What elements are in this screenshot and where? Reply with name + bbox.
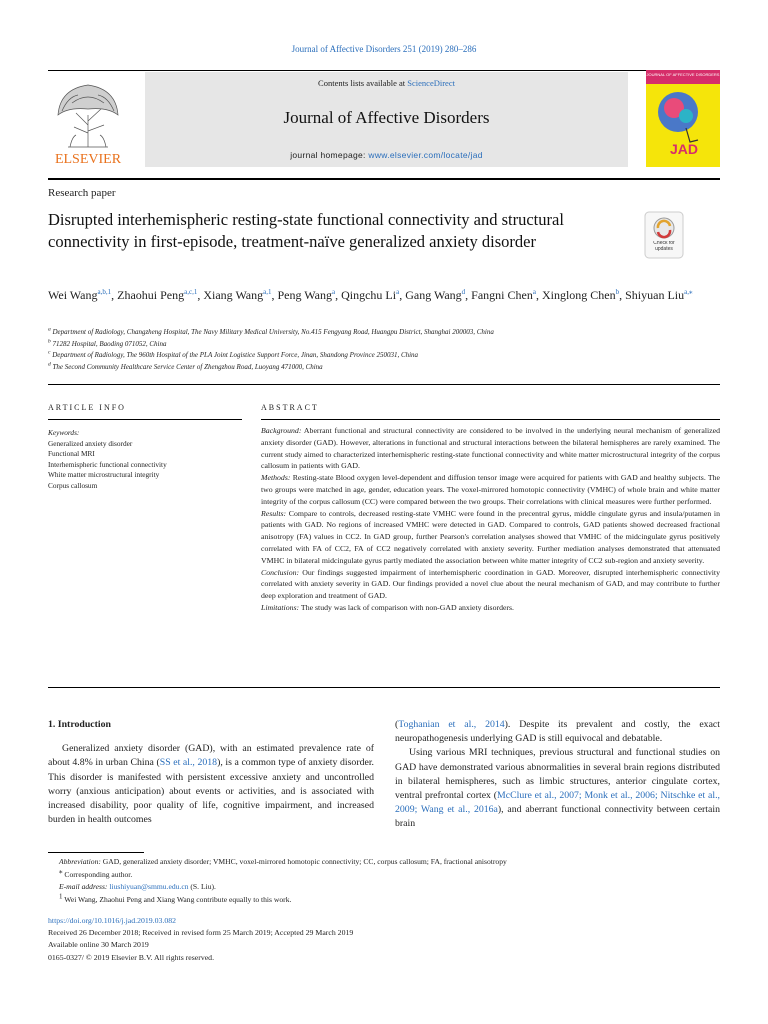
abstract-section-text: Aberrant functional and structural connectivity are considered to be involved in the underlying neural mechanism of generalized anxiety disorder (GAD). However, alterations in functional and structural interactions between the bilateral hemispheres are rarely examined. The current study aimed to characterized interhemispheric resting-state functional connectivity and white matter microstructural integrity of the corpus callosum in patients with GAD.	[261, 426, 720, 471]
svg-text:ELSEVIER: ELSEVIER	[54, 152, 122, 167]
author-affiliation-mark[interactable]: a	[532, 288, 536, 296]
footnote-email	[48, 881, 720, 894]
affiliation-item	[48, 362, 708, 374]
author-affiliation-mark[interactable]: a,1	[263, 288, 272, 296]
journal-title: Journal of Affective Disorders	[283, 108, 490, 127]
email-link[interactable]: liushiyuan@smmu.edu.cn	[109, 882, 189, 891]
svg-text:JAD: JAD	[669, 141, 699, 157]
body-text: Using various MRI techniques, previous structural and functional studies on GAD have demonstrated various abnormalities in several brain regions distributed in bilateral hemispheres, such as limbic structures, anterior cingulate cortex, ventral prefrontal cortex (	[395, 747, 720, 802]
body-paragraph	[395, 718, 720, 746]
affiliation-text: Department of Radiology, The 960th Hospital of the PLA Joint Logistice Support Force, Jinan, Shandong Province 250031, China	[52, 351, 419, 359]
footnote-text: GAD, generalized anxiety disorder; VMHC, voxel-mirrored homotopic connectivity; CC, corpus callosum; FA, fractional anisotropy	[100, 857, 507, 866]
footnote-label: E-mail address:	[59, 882, 108, 891]
body-text: (	[395, 719, 399, 730]
body-text: ), and aberrant functional connectivity between certain brain	[395, 804, 720, 830]
author-name[interactable]: Gang Wang	[405, 288, 462, 302]
affiliation-item	[48, 327, 708, 339]
affiliation-mark: a	[48, 326, 51, 333]
footnote-text: (S. Liu).	[188, 882, 216, 891]
check-updates-icon	[644, 211, 684, 259]
author-separator: ,	[619, 288, 626, 302]
contents-line	[145, 78, 628, 88]
keyword-item: Generalized anxiety disorder	[48, 438, 133, 448]
author-name[interactable]: Zhaohui Peng	[117, 288, 185, 302]
footnotes	[48, 856, 720, 906]
journal-cover-art-icon	[646, 70, 720, 167]
homepage-prefix: journal homepage:	[290, 150, 369, 160]
homepage-line	[145, 150, 628, 160]
journal-citation-link[interactable]: Journal of Affective Disorders 251 (2019) 280–286	[291, 44, 477, 54]
abstract-results	[261, 508, 720, 567]
body-paragraph	[48, 742, 374, 827]
author-separator: ,	[465, 288, 472, 302]
abstract-section-text: Our findings suggested impairment of interhemispheric coordination in GAD. Moreover, disrupted interhemispheric connectivity correlated with anxiety severity in GAD. Our findings provided a novel clue about the neural mechanism of GAD, and may contribute to further deep exploration and treatment of GAD.	[261, 567, 720, 601]
keywords-label: Keywords:	[48, 428, 80, 437]
sciencedirect-link[interactable]: ScienceDirect	[407, 78, 455, 88]
author-affiliation-mark[interactable]: a	[331, 288, 336, 296]
keyword-item: White matter microstructural integrity	[48, 470, 160, 480]
abstract-section-text: Resting-state Blood oxygen level-dependent and diffusion tensor image were acquired for patients with GAD and healthy subjects. The two groups were matched in age, gender, education years. The voxel-mirrored homotopic connectivity (VMHC) of whole brain and white matter integrity of the corpus callosum (CC) were compared between the two groups. Their correlations with clinical measures were further performed.	[261, 473, 720, 506]
author-affiliation-mark[interactable]: a,c,1	[184, 288, 198, 296]
footnote-text: Wei Wang, Zhaohui Peng and Xiang Wang contribute equally to this work.	[62, 894, 292, 904]
article-type: Research paper	[48, 187, 116, 199]
affiliation-text: The Second Community Healthcare Service Center of Zhengzhou Road, Luoyang 471000, China	[52, 362, 323, 371]
footnote-label: Abbreviation:	[59, 857, 101, 866]
copyright: 0165-0327/ © 2019 Elsevier B.V. All rights reserved.	[48, 952, 215, 962]
author-separator: ,	[399, 288, 406, 302]
homepage-link[interactable]: www.elsevier.com/locate/jad	[368, 150, 483, 160]
body-column-left	[48, 718, 374, 827]
body-text: ), is a common type of anxiety disorder. This disorder is manifested with persistent excessive anxiety and uncontrolled worry (anxious anticipation) about events or activities, and is associated with increased disability, poor quality of life, cognitive impairment, and increased burden in health outcomes	[48, 757, 374, 826]
abstract-methods	[261, 472, 720, 507]
affiliation-mark: b	[48, 338, 51, 345]
body-text: Generalized anxiety disorder (GAD), with an estimated prevalence rate of about 4.8% in urban China (	[48, 743, 374, 769]
author-list	[48, 285, 708, 305]
footnote-abbreviation	[48, 856, 720, 869]
body-paragraph	[395, 746, 720, 831]
abstract-limitations	[261, 602, 720, 614]
author-separator: ,	[197, 288, 204, 302]
article-title: Disrupted interhemispheric resting-state functional connectivity and structural connectivity in first-episode, treatment-naïve generalized anxiety disorder	[48, 210, 564, 251]
affiliation-mark: d	[48, 361, 51, 368]
abstract-section-label: Conclusion:	[261, 567, 300, 577]
journal-header-box	[145, 72, 628, 167]
doi-link[interactable]: https://doi.org/10.1016/j.jad.2019.03.082	[48, 916, 177, 925]
citation-link[interactable]: Toghanian et al., 2014	[398, 719, 505, 730]
footnote-corresponding	[48, 866, 720, 882]
received-dates: Received 26 December 2018; Received in revised form 25 March 2019; Accepted 29 March 2019	[48, 928, 354, 938]
available-online: Available online 30 March 2019	[48, 940, 149, 950]
author-name[interactable]: Peng Wang	[277, 288, 332, 302]
abstract-rule	[261, 419, 720, 420]
footnote-equal-contribution	[48, 891, 720, 907]
affiliations	[48, 327, 708, 373]
citation-link[interactable]: McClure et al., 2007; Monk et al., 2006; Nitschke et al., 2009; Wang et al., 2016a	[395, 790, 720, 816]
contents-prefix: Contents lists available at	[318, 78, 408, 88]
journal-cover[interactable]	[646, 70, 720, 167]
publication-info	[48, 915, 720, 964]
abstract-section-label: Results:	[261, 508, 287, 518]
footnote-mark: 1	[59, 891, 63, 900]
header-bottom-rule	[48, 178, 720, 180]
keyword-item: Interhemispheric functional connectivity	[48, 459, 167, 469]
author-affiliation-mark[interactable]: d	[461, 288, 466, 296]
body-text: ). Despite its prevalent and costly, the exact neuropathogenesis underlying GAD is still equivocal and debatable.	[395, 719, 720, 745]
keywords-block	[48, 428, 248, 492]
abstract-section-label: Methods:	[261, 473, 291, 483]
article-info-heading: ARTICLE INFO	[48, 403, 126, 412]
body-column-right	[395, 718, 720, 832]
abstract-section-text: Compare to controls, decreased resting-state VMHC were found in the precentral gyrus, middle cingulate gyrus and insula/putamen in patients with GAD. No regions of increased VMHC were detected in GAD. Compared to controls, GAD patients showed decreased fractional anisotropy (FA) values in CC2. In GAD group, further Pearson's correlation analyses showed that VMHC of the midcingulate gyrus positively correlated with FA of CC2, FA of CC2 negatively correlated with anxiety severity. Further mediation analyses demonstrated that attenuated VMHC in bilateral midcingulate gyrus partly mediated the association between white matter integrity of CC2 sub-region and anxiety severity.	[261, 508, 720, 565]
author-separator: ,	[535, 288, 542, 302]
section-heading-introduction: 1. Introduction	[48, 719, 111, 730]
author-name[interactable]: Fangni Chen	[471, 288, 533, 302]
svg-text:JOURNAL OF AFFECTIVE DISORDERS: JOURNAL OF AFFECTIVE DISORDERS	[646, 72, 720, 77]
affiliation-item	[48, 350, 708, 362]
abstract-section-label: Limitations:	[261, 602, 300, 612]
author-separator: ,	[111, 288, 118, 302]
elsevier-logo	[48, 75, 128, 167]
author-name[interactable]: Xiang Wang	[203, 288, 264, 302]
footnote-mark: ⁎	[59, 866, 63, 875]
citation-link[interactable]: SS et al., 2018	[159, 757, 218, 769]
author-affiliation-mark[interactable]: a	[396, 288, 400, 296]
abstract-body	[261, 425, 720, 614]
author-name[interactable]: Xinglong Chen	[541, 288, 616, 302]
author-name[interactable]: Wei Wang	[48, 288, 98, 302]
check-for-updates-badge[interactable]	[644, 211, 684, 259]
keyword-item: Functional MRI	[48, 449, 95, 459]
abstract-heading: ABSTRACT	[261, 403, 319, 412]
keyword-item: Corpus callosum	[48, 480, 98, 490]
footnote-text: Corresponding author.	[62, 869, 133, 879]
affiliation-mark: c	[48, 349, 51, 356]
affiliation-text: Department of Radiology, Changzheng Hospital, The Navy Military Medical University, No.415 Fengyang Road, Huangpu District, Shanghai 200003, China	[52, 328, 494, 336]
abstract-background	[261, 425, 720, 472]
affiliation-text: 71282 Hospital, Baoding 071052, China	[52, 339, 167, 348]
abstract-bottom-rule	[48, 687, 720, 688]
abstract-section-text: The study was lack of comparison with non-GAD anxiety disorders.	[299, 602, 515, 612]
header-top-rule	[48, 70, 720, 71]
abstract-conclusion	[261, 567, 720, 602]
footnote-rule	[48, 852, 144, 853]
author-affiliation-mark[interactable]: b	[615, 288, 620, 296]
affiliation-item	[48, 339, 708, 351]
abstract-section-label: Background:	[261, 426, 302, 435]
check-updates-label: Check for updates	[653, 241, 675, 252]
author-separator: ,	[335, 288, 342, 302]
author-name[interactable]: Qingchu Li	[341, 288, 397, 302]
author-affiliation-mark[interactable]: a,⁎	[684, 288, 693, 296]
author-separator: ,	[271, 288, 278, 302]
author-name[interactable]: Shiyuan Liu	[625, 288, 685, 302]
article-info-top-rule	[48, 384, 720, 385]
article-info-rule	[48, 419, 242, 420]
elsevier-tree-icon	[48, 75, 128, 167]
author-affiliation-mark[interactable]: a,b,1	[97, 288, 112, 296]
